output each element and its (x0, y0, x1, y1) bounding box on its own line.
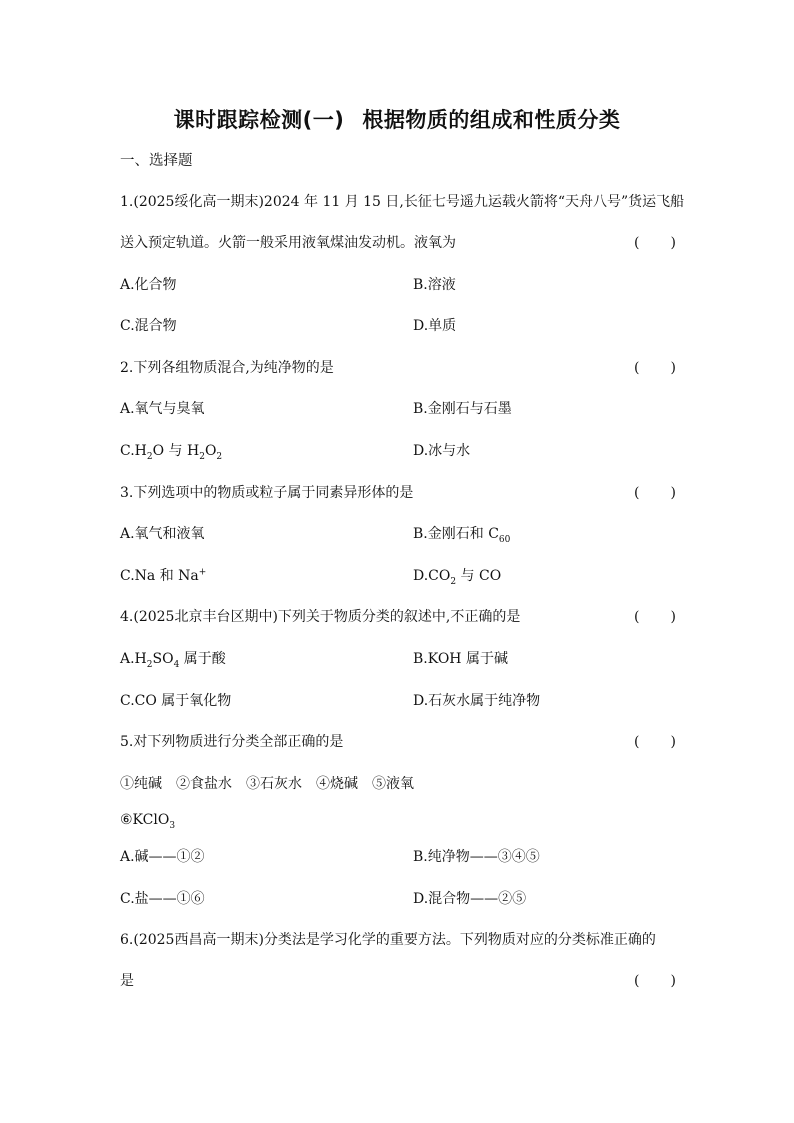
section-heading: 一、选择题 (120, 153, 193, 169)
q5-option-c: C.盐——①⑥ (120, 891, 205, 907)
bracket-open: ( (634, 235, 640, 251)
q1-stem-line-1: 1.(2025绥化高一期末)2024 年 11 月 15 日,长征七号遥九运载火箭将“天舟八号”货运飞船 (120, 194, 685, 210)
q4-option-b: B.KOH 属于碱 (413, 651, 508, 667)
q5-option-a: A.碱——①② (120, 849, 205, 865)
q1-option-d: D.单质 (413, 318, 457, 334)
q4-option-a: $A.H_2SO_4$ 属于酸 (120, 651, 226, 670)
bracket-open: ( (634, 973, 640, 989)
page-title (0, 104, 794, 134)
q1-option-c: C.混合物 (120, 318, 177, 334)
q2-option-d: D.冰与水 (413, 443, 471, 459)
q3-option-c: C.Na 和 Na+ (120, 567, 207, 584)
q2-answer-bracket[interactable] (634, 358, 676, 378)
q1-option-a: A.化合物 (120, 277, 177, 293)
bracket-close: ) (670, 734, 676, 750)
q2-stem: 2.下列各组物质混合,为纯净物的是 (120, 360, 334, 376)
q5-stem: 5.对下列物质进行分类全部正确的是 (120, 734, 344, 750)
q1-answer-bracket[interactable] (634, 233, 676, 253)
q6-stem-line-2: 是 (120, 973, 134, 989)
bracket-close: ) (670, 235, 676, 251)
bracket-open: ( (634, 609, 640, 625)
q5-option-b: B.纯净物——③④⑤ (413, 849, 540, 865)
q5-answer-bracket[interactable] (634, 732, 676, 752)
bracket-open: ( (634, 485, 640, 501)
q3-option-a: A.氧气和液氧 (120, 526, 205, 542)
bracket-open: ( (634, 734, 640, 750)
title-part-2: 根据物质的组成和性质分类 (362, 108, 621, 132)
q3-answer-bracket[interactable] (634, 483, 676, 503)
q2-option-a: A.氧气与臭氧 (120, 401, 205, 417)
q5-items-line: ①纯碱 ②食盐水 ③石灰水 ④烧碱 ⑤液氧 (120, 776, 414, 792)
q1-stem-line-2: 送入预定轨道。火箭一般采用液氧煤油发动机。液氧为 (120, 235, 456, 251)
q3-option-d: $D.CO_2$ 与 CO (413, 568, 502, 587)
q2-option-c: $C.H_2O$ 与 $H_2O_2$ (120, 443, 223, 462)
bracket-close: ) (670, 485, 676, 501)
q5-option-d: D.混合物——②⑤ (413, 891, 527, 907)
q6-answer-bracket[interactable] (634, 971, 676, 991)
q4-option-c: C.CO 属于氧化物 (120, 693, 232, 709)
q4-stem: 4.(2025北京丰台区期中)下列关于物质分类的叙述中,不正确的是 (120, 609, 521, 625)
bracket-close: ) (670, 973, 676, 989)
q3-stem: 3.下列选项中的物质或粒子属于同素异形体的是 (120, 485, 414, 501)
q4-option-d: D.石灰水属于纯净物 (413, 693, 541, 709)
bracket-open: ( (634, 360, 640, 376)
bracket-close: ) (670, 609, 676, 625)
q4-answer-bracket[interactable] (634, 607, 676, 627)
title-part-1: 课时跟踪检测(一) (173, 108, 345, 132)
q2-option-b: B.金刚石与石墨 (413, 401, 512, 417)
q3-option-b: B.金刚石和 $C_{60}$ (413, 526, 511, 545)
q1-option-b: B.溶液 (413, 277, 456, 293)
bracket-close: ) (670, 360, 676, 376)
q6-stem-line-1: 6.(2025西昌高一期末)分类法是学习化学的重要方法。下列物质对应的分类标准正确的 (120, 932, 656, 948)
q5-item-6: ⑥KClO$_3$ (120, 812, 176, 831)
